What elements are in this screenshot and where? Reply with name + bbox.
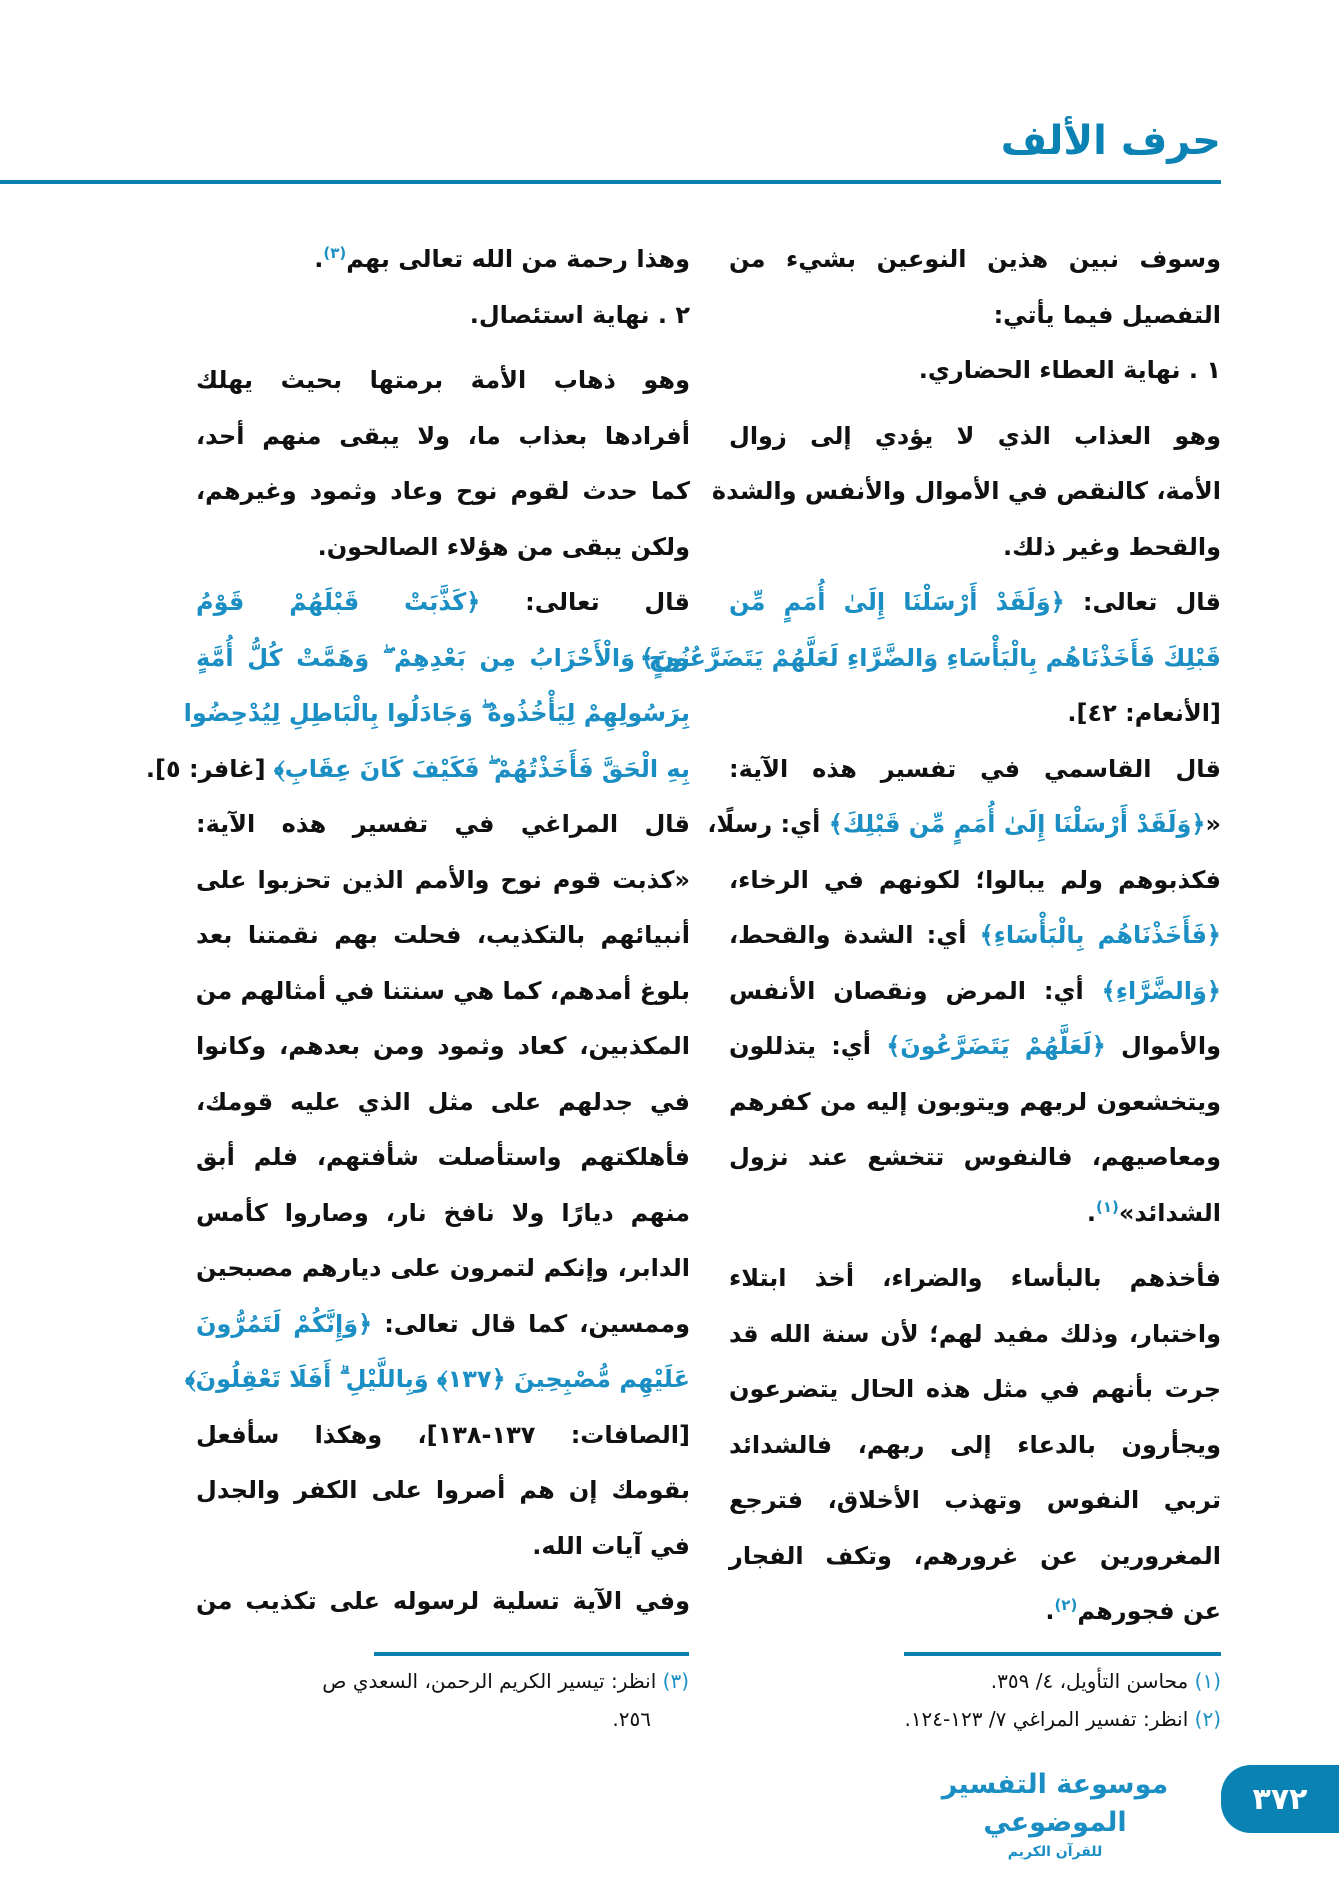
text-segment: أي: يتذللون xyxy=(729,1032,887,1060)
footnote-text: ٢٥٦. xyxy=(612,1707,651,1731)
footnote-text: انظر: تيسير الكريم الرحمن، السعدي ص xyxy=(322,1669,663,1693)
text-line xyxy=(729,1473,1221,1529)
text-segment: وسوف نبين هذين النوعين بشيء من xyxy=(729,245,1221,273)
text-segment: الدابر، وإنكم لتمرون على ديارهم مصبحين xyxy=(196,1254,690,1282)
logo-subtitle: للقرآن الكريم xyxy=(1007,1844,1103,1860)
text-line xyxy=(729,1307,1221,1363)
text-segment: وهذا رحمة من الله تعالى بهم xyxy=(346,245,690,273)
footnote-divider-left xyxy=(374,1652,689,1656)
text-segment: فكذبوهم ولم يبالوا؛ لكونهم في الرخاء، xyxy=(729,865,1221,894)
footnote-number: (١) xyxy=(1194,1669,1221,1693)
text-segment: فأهلكتهم واستأصلت شأفتهم، فلم أبق xyxy=(196,1143,690,1171)
text-line xyxy=(196,232,690,288)
text-line xyxy=(196,797,690,853)
text-segment: ٢ . نهاية استئصال. xyxy=(469,300,690,329)
text-line xyxy=(729,409,1221,465)
text-segment: قال المراغي في تفسير هذه الآية: xyxy=(196,810,690,838)
quran-verse: عَلَيْهِم مُّصْبِحِينَ ﴿١٣٧﴾ وَبِاللَّيْلِ ۗ أَفَلَا تَعْقِلُونَ﴾ xyxy=(185,1365,690,1393)
right-column xyxy=(639,232,1221,1640)
text-segment: المغرورين عن غرورهم، وتكف الفجار xyxy=(729,1541,1221,1570)
text-line xyxy=(196,1186,690,1242)
text-line xyxy=(196,1463,690,1519)
text-line xyxy=(729,1075,1221,1131)
text-line xyxy=(196,853,690,909)
text-segment: كما حدث لقوم نوح وعاد وثمود وغيرهم، xyxy=(196,477,690,505)
encyclopedia-logo xyxy=(930,1766,1180,1862)
text-segment: جرت بأنهم في مثل هذه الحال يتضرعون xyxy=(729,1375,1221,1403)
footnote-number: (٣) xyxy=(662,1669,689,1693)
text-segment: وفي الآية تسلية لرسوله على تكذيب من xyxy=(196,1587,690,1615)
text-line xyxy=(729,1529,1221,1585)
text-segment: المكذبين، كعاد وثمود ومن بعدهم، وكانوا xyxy=(196,1032,690,1060)
text-segment: ١ . نهاية العطاء الحضاري. xyxy=(918,356,1221,384)
text-segment: قال تعالى: xyxy=(480,588,690,616)
text-segment: عن فجورهم xyxy=(1077,1597,1221,1625)
footnote-ref[interactable]: (٣) xyxy=(323,244,347,262)
text-segment: والأموال xyxy=(1105,1032,1221,1060)
text-segment: . xyxy=(314,245,324,273)
footnote-ref[interactable]: (١) xyxy=(1095,1197,1119,1216)
text-line xyxy=(196,353,690,409)
text-segment: فأخذهم بالبأساء والضراء، أخذ ابتلاء xyxy=(729,1264,1221,1292)
text-segment: الأمة، كالنقص في الأموال والأنفس والشدة xyxy=(711,477,1221,505)
text-segment: « xyxy=(1205,810,1221,838)
footnote-number: (٢) xyxy=(1194,1707,1221,1731)
text-line xyxy=(196,520,690,576)
footnote xyxy=(189,1700,689,1738)
header-divider xyxy=(0,180,1221,184)
logo-title: موسوعة التفسير الموضوعي xyxy=(941,1769,1169,1838)
text-line xyxy=(639,631,1221,687)
text-segment: بلوغ أمدهم، كما هي سنتنا في أمثالهم من xyxy=(195,976,690,1005)
quran-verse: ﴿لَعَلَّهُمْ يَتَضَرَّعُونَ﴾ xyxy=(886,1032,1106,1060)
quran-verse: بِرَسُولِهِمْ لِيَأْخُذُوهُ ۖ وَجَادَلُوا بِالْبَاطِلِ لِيُدْحِضُوا xyxy=(183,699,690,727)
text-segment: بقومك إن هم أصروا على الكفر والجدل xyxy=(196,1476,690,1504)
text-line xyxy=(196,575,690,631)
footnotes-left xyxy=(189,1662,689,1738)
text-segment: واختبار، وذلك مفيد لهم؛ لأن سنة الله قد xyxy=(729,1319,1221,1348)
quran-verse: ﴿وَلَقَدْ أَرْسَلْنَا إِلَىٰ أُمَمٍ مِّن xyxy=(729,588,1065,616)
quran-verse: ﴿وَإِنَّكُمْ لَتَمُرُّونَ xyxy=(196,1309,373,1338)
footnote-divider-right xyxy=(904,1652,1221,1656)
text-segment: أي: الشدة والقحط، xyxy=(729,921,980,949)
text-line xyxy=(711,464,1221,520)
text-segment: أفرادها بعذاب ما، ولا يبقى منهم أحد، xyxy=(196,421,690,450)
text-segment: أنبيائهم بالتكذيب، فحلت بهم نقمتنا بعد xyxy=(196,921,690,949)
text-segment: أي: رسلًا، xyxy=(707,810,829,838)
text-segment: [الصافات: ١٣٧-١٣٨]، وهكذا سأفعل xyxy=(196,1420,691,1449)
text-line xyxy=(196,631,690,687)
quran-verse: قَبْلِكَ فَأَخَذْنَاهُم بِالْبَأْسَاءِ وَالضَّرَّاءِ لَعَلَّهُمْ يَتَضَرَّعُونَ﴾ xyxy=(639,643,1221,672)
text-segment: «كذبت قوم نوح والأمم الذين تحزبوا على xyxy=(196,865,690,894)
text-line xyxy=(196,1519,690,1575)
text-segment: التفصيل فيما يأتي: xyxy=(993,300,1221,329)
text-line xyxy=(196,409,690,465)
quran-verse: ﴿كَذَّبَتْ قَبْلَهُمْ قَوْمُ xyxy=(196,588,481,616)
text-line xyxy=(729,1251,1221,1307)
text-segment: وهو ذهاب الأمة برمتها بحيث يهلك xyxy=(196,366,690,394)
text-line xyxy=(196,1075,690,1131)
text-line xyxy=(729,343,1221,399)
text-line xyxy=(729,1584,1221,1640)
text-segment: قال تعالى: xyxy=(1064,588,1221,616)
text-line xyxy=(729,1130,1221,1186)
text-segment: ويتخشعون لربهم ويتوبون إليه من كفرهم xyxy=(729,1087,1221,1116)
text-line xyxy=(729,1186,1221,1242)
left-column xyxy=(145,232,691,1630)
text-line xyxy=(707,797,1221,853)
text-line xyxy=(729,1418,1221,1474)
footnote-ref[interactable]: (٢) xyxy=(1054,1596,1078,1614)
footnote xyxy=(189,1662,689,1700)
text-line xyxy=(183,686,690,742)
text-segment: تربي النفوس وتهذب الأخلاق، فترجع xyxy=(729,1486,1221,1514)
text-segment: منهم ديارًا ولا نافخ نار، وصاروا كأمس xyxy=(196,1198,690,1227)
text-line xyxy=(729,575,1221,631)
text-segment: . xyxy=(1045,1597,1055,1625)
text-line xyxy=(729,853,1221,909)
footnote-text: انظر: تفسير المراغي ٧/ ١٢٣-١٢٤. xyxy=(904,1707,1195,1731)
text-line xyxy=(196,1019,690,1075)
quran-verse: ﴿وَلَقَدْ أَرْسَلْنَا إِلَىٰ أُمَمٍ مِّن قَبْلِكَ﴾ xyxy=(828,810,1206,838)
text-line xyxy=(196,1130,690,1186)
text-segment: الشدائد» xyxy=(1118,1198,1221,1227)
text-segment: . xyxy=(1086,1198,1096,1227)
text-line xyxy=(185,1352,690,1408)
text-segment: ولكن يبقى من هؤلاء الصالحون. xyxy=(317,532,690,561)
text-line xyxy=(729,288,1221,344)
text-line xyxy=(196,1297,690,1353)
text-line xyxy=(729,742,1221,798)
text-line xyxy=(729,1362,1221,1418)
text-segment: في جدلهم على مثل الذي عليه قومك، xyxy=(196,1087,690,1116)
text-line xyxy=(196,464,690,520)
text-line xyxy=(729,686,1221,742)
text-line xyxy=(196,1408,690,1464)
text-segment: [غافر: ٥]. xyxy=(145,754,274,783)
quran-verse: بِهِ الْحَقَّ فَأَخَذْتُهُمْ ۖ فَكَيْفَ كَانَ عِقَابِ﴾ xyxy=(273,754,690,783)
text-line xyxy=(196,1241,690,1297)
text-segment: في آيات الله. xyxy=(532,1531,690,1560)
quran-verse: ﴿وَالضَّرَّاءِ﴾ xyxy=(1101,976,1221,1005)
text-segment: أي: المرض ونقصان الأنفس xyxy=(729,976,1102,1005)
text-segment: [الأنعام: ٤٢]. xyxy=(1067,699,1221,727)
text-line xyxy=(196,1574,690,1630)
text-segment: وهو العذاب الذي لا يؤدي إلى زوال xyxy=(729,421,1221,450)
footnote xyxy=(721,1662,1221,1700)
text-line xyxy=(196,964,690,1020)
text-segment: والقحط وغير ذلك. xyxy=(1003,532,1221,561)
quran-verse: ﴿فَأَخَذْنَاهُم بِالْبَأْسَاءِ﴾ xyxy=(979,921,1221,949)
text-segment: قال القاسمي في تفسير هذه الآية: xyxy=(729,754,1221,783)
text-line xyxy=(196,288,690,344)
footnote xyxy=(721,1700,1221,1738)
text-line xyxy=(196,908,690,964)
text-line xyxy=(145,742,690,798)
text-segment: وممسين، كما قال تعالى: xyxy=(372,1309,690,1338)
page-number: ٣٧٢ xyxy=(1221,1765,1339,1833)
text-segment: ويجأرون بالدعاء إلى ربهم، فالشدائد xyxy=(729,1430,1221,1459)
chapter-title: حرف الألف xyxy=(1000,118,1221,164)
footnote-text: محاسن التأويل، ٤/ ٣٥٩. xyxy=(990,1669,1195,1693)
footnotes-right xyxy=(721,1662,1221,1738)
text-segment: ومعاصيهم، فالنفوس تتخشع عند نزول xyxy=(729,1143,1221,1171)
text-line xyxy=(729,232,1221,288)
quran-verse: نُوحٍ وَالْأَحْزَابُ مِن بَعْدِهِمْ ۖ وَهَمَّتْ كُلُّ أُمَّةٍ xyxy=(196,643,690,672)
text-line xyxy=(729,520,1221,576)
text-line xyxy=(729,908,1221,964)
text-line xyxy=(729,964,1221,1020)
text-line xyxy=(729,1019,1221,1075)
